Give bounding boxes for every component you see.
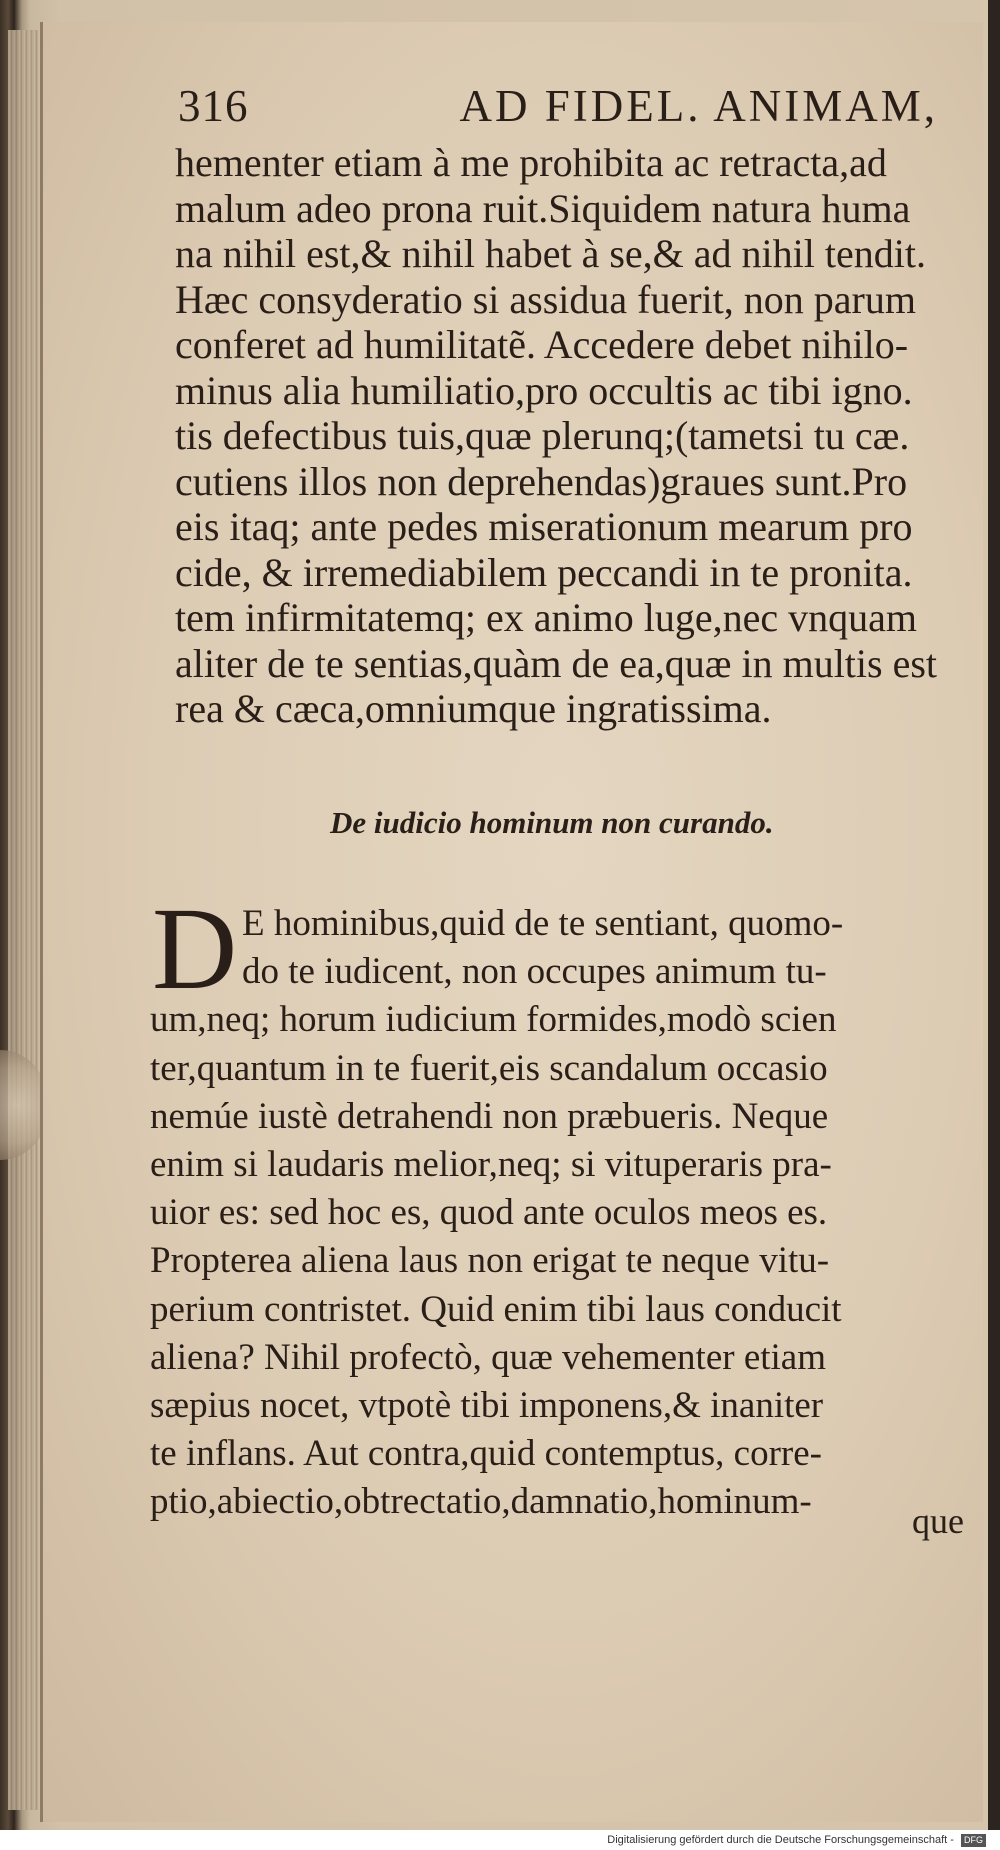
text-line: um,neq; horum iudicium formides,modò scien (150, 999, 837, 1041)
right-shadow (988, 0, 1000, 1830)
section-heading: De iudicio hominum non curando. (330, 805, 774, 840)
paragraph-1 (175, 140, 937, 732)
text-line: Hæc consyderatio si assidua fuerit, non parum (175, 276, 916, 322)
text-line: cide, & irremediabilem peccandi in te pronita. (175, 549, 913, 595)
text-line: tem infirmitatemq; ex animo luge,nec vnquam (175, 595, 918, 640)
text-line: rea & cæca,omniumque ingratissima. (175, 686, 772, 731)
text-line: perium contristet. Quid enim tibi laus conducit (150, 1288, 842, 1330)
text-line: Propterea aliena laus non erigat te neque vitu- (150, 1240, 830, 1282)
text-line: conferet ad humilitatẽ. Accedere debet nihilo- (175, 322, 909, 367)
text-line: sæpius nocet, vtpotè tibi imponens,& inaniter (150, 1384, 824, 1426)
text-line: aliena? Nihil profectò, quæ vehementer etiam (150, 1336, 827, 1378)
text-line: ptio,abiectio,obtrectatio,damnatio,hominum- (150, 1481, 812, 1523)
text-line: na nihil est,& nihil habet à se,& ad nihil tendit. (175, 231, 926, 276)
text-line: do te iudicent, non occupes animum tu- (242, 951, 827, 993)
drop-cap: D (152, 883, 238, 1014)
running-title: AD FIDEL. ANIMAM, (459, 81, 938, 131)
page-edge-stack (8, 30, 38, 1810)
digitization-credit-bar (0, 1830, 1000, 1850)
running-header (178, 80, 938, 132)
page-number: 316 (178, 81, 249, 131)
text-line: E hominibus,quid de te sentiant, quomo- (242, 903, 844, 944)
text-line: aliter de te sentias,quàm de ea,quæ in multis est (175, 640, 938, 686)
text-line: hementer etiam à me prohibita ac retracta,ad (175, 140, 887, 185)
text-line: minus alia humiliatio,pro occultis ac tibi igno. (175, 367, 913, 413)
catchword: que (912, 1501, 964, 1541)
credit-text: Digitalisierung gefördert durch die Deutsche Forschungsgemeinschaft - (607, 1834, 954, 1846)
text-line: uior es: sed hoc es, quod ante oculos meos es. (150, 1192, 828, 1234)
text-line: te inflans. Aut contra,quid contemptus, corre- (150, 1433, 822, 1475)
text-line: eis itaq; ante pedes miserationum mearum pro (175, 504, 913, 549)
text-line: cutiens illos non deprehendas)graues sunt.Pro (175, 458, 908, 504)
text-line: ter,quantum in te fuerit,eis scandalum occasio (150, 1047, 828, 1089)
text-line: enim si laudaris melior,neq; si vituperaris pra- (150, 1143, 832, 1185)
dfg-logo: DFG (961, 1834, 986, 1847)
text-line: malum adeo prona ruit.Siquidem natura huma (175, 185, 911, 231)
text-line: nemúe iustè detrahendi non præbueris. Neque (150, 1095, 829, 1137)
text-line: tis defectibus tuis,quæ plerunq;(tametsi tu cæ. (175, 413, 910, 458)
paragraph-2 (150, 900, 843, 1526)
